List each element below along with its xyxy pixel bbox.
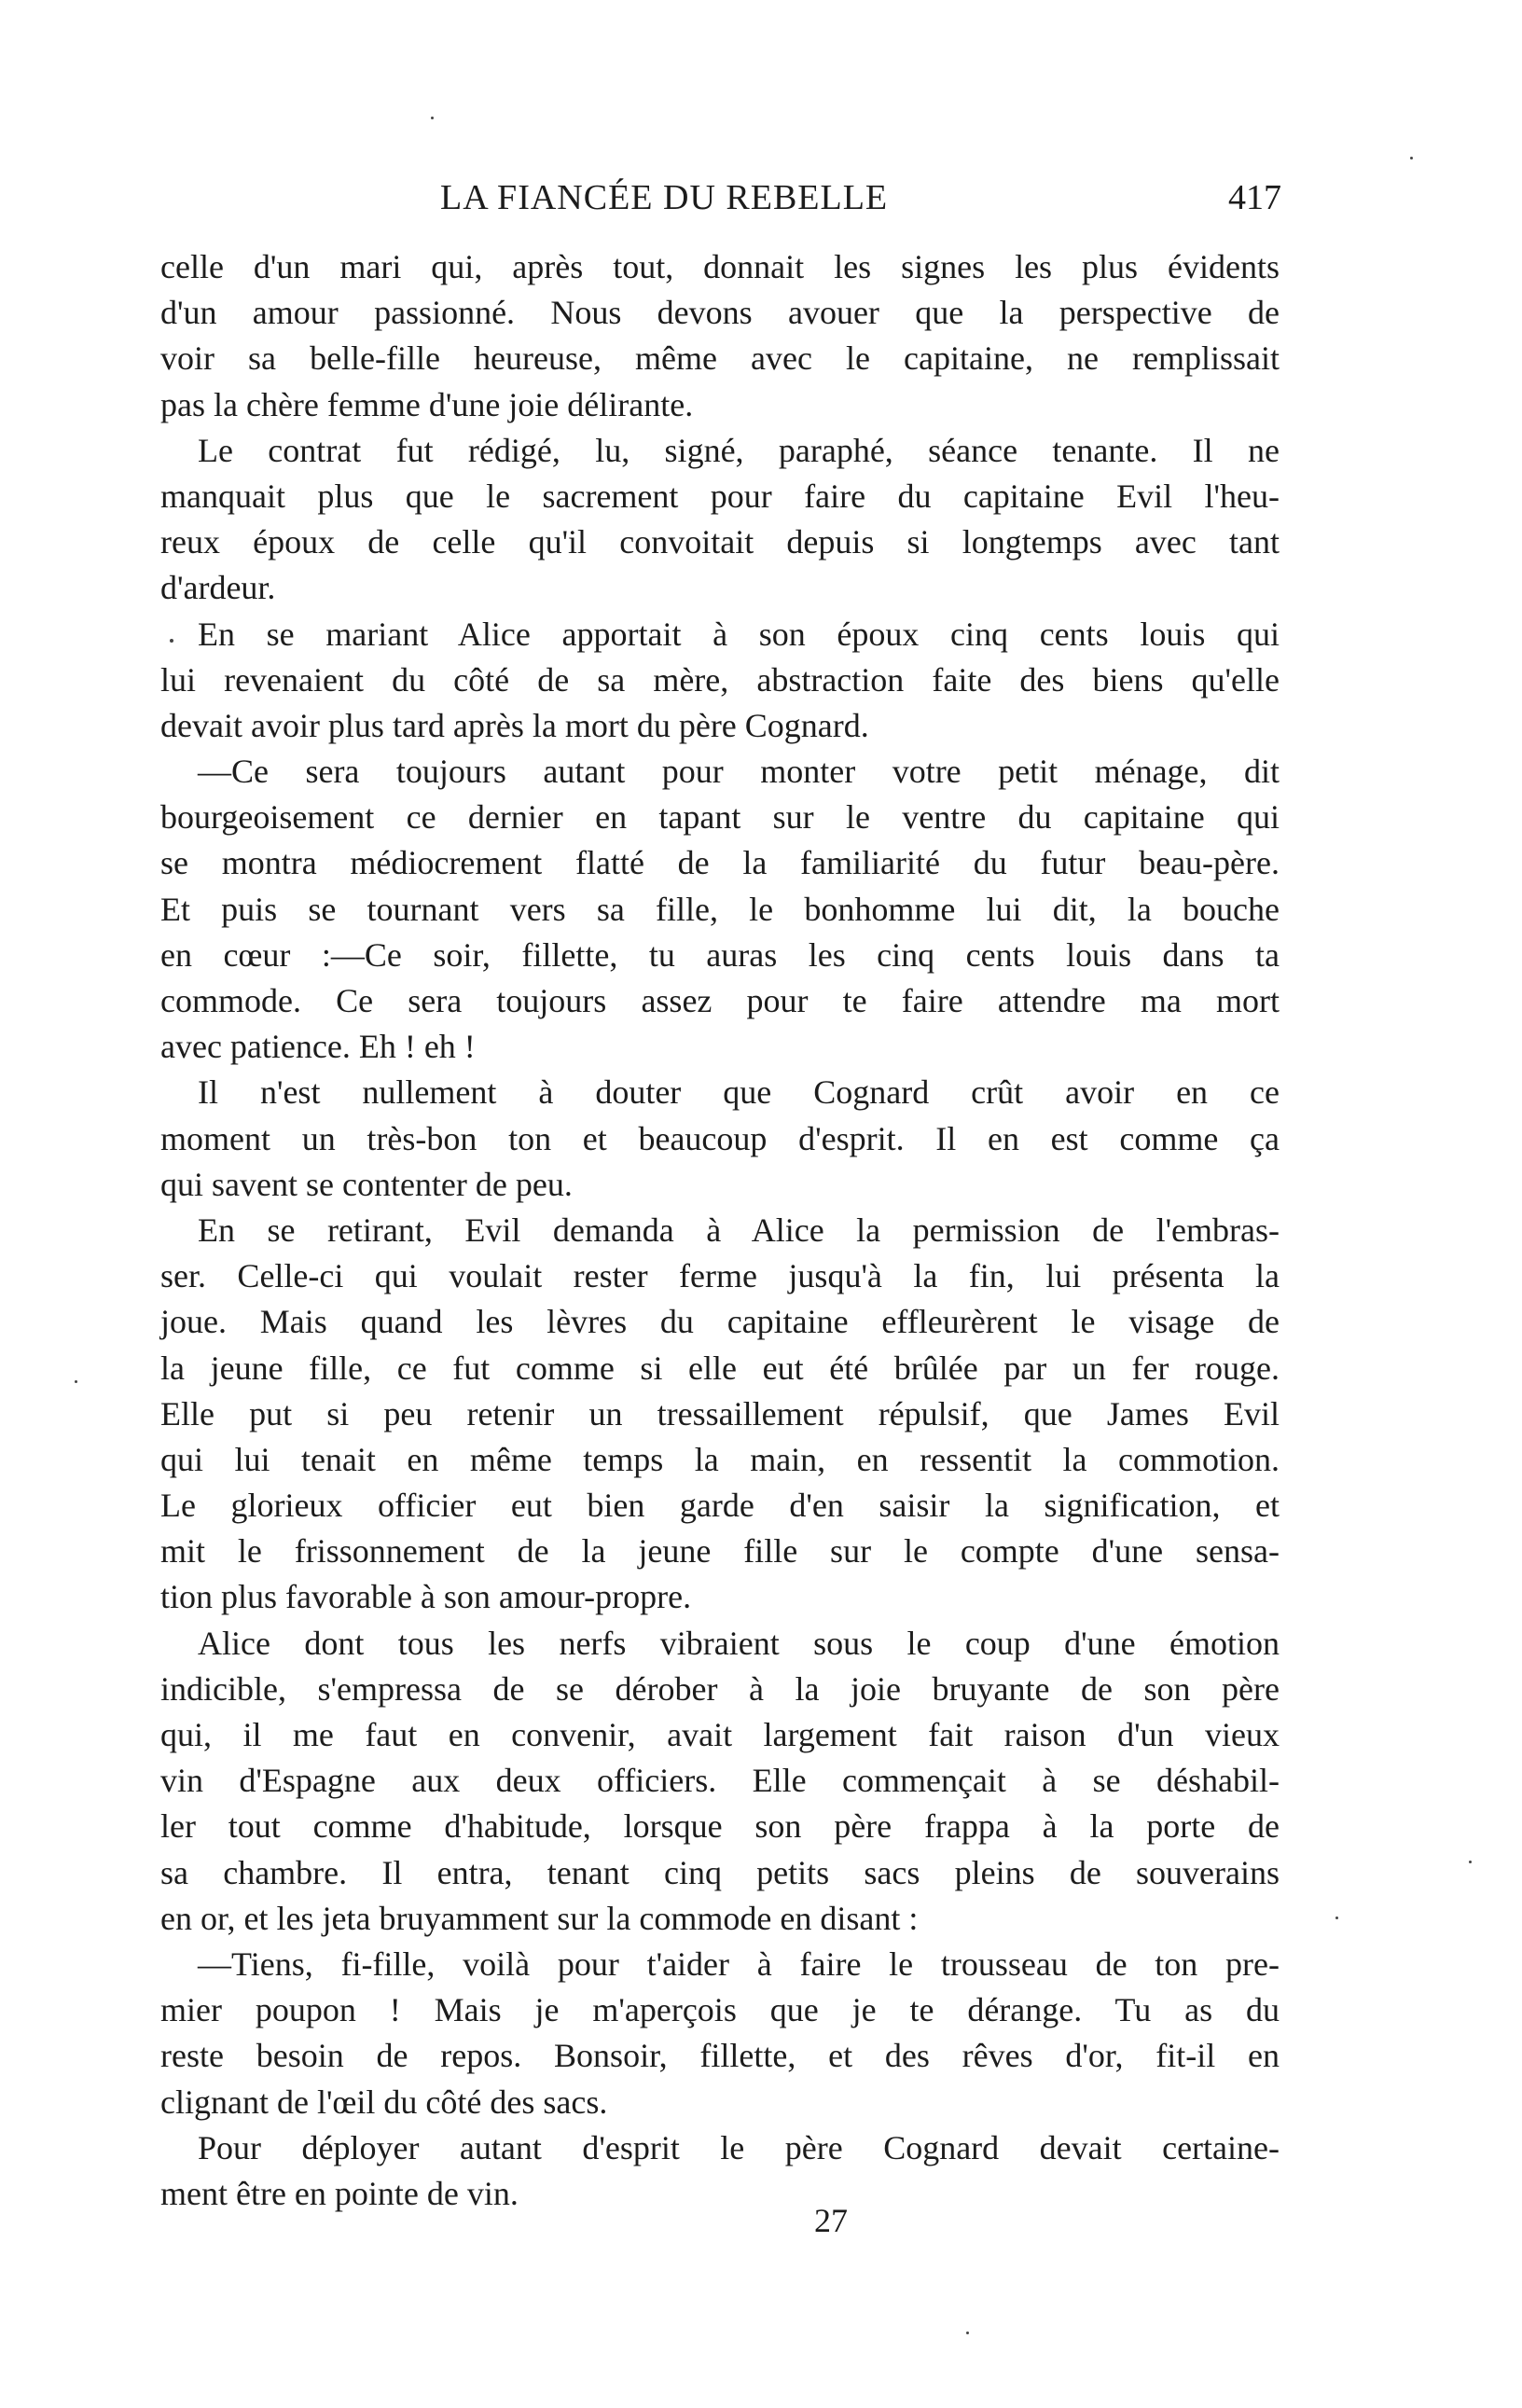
text-line: Alice dont tous les nerfs vibraient sous le coup d'une émotion — [198, 1624, 1280, 1662]
text-line: Et puis se tournant vers sa fille, le bonhomme lui dit, la bouche — [160, 890, 1280, 928]
text-line: la jeune fille, ce fut comme si elle eut été brûlée par un fer rouge. — [160, 1349, 1280, 1387]
text-line: qui savent se contenter de peu. — [160, 1165, 573, 1203]
text-line: mit le frissonnement de la jeune fille sur le compte d'une sensa- — [160, 1532, 1280, 1571]
print-speck — [431, 117, 434, 119]
print-speck — [966, 2332, 969, 2334]
print-speck — [1469, 1861, 1472, 1863]
print-speck — [75, 1380, 77, 1383]
text-line: qui, il me faut en convenir, avait largement fait raison d'un vieux — [160, 1716, 1280, 1753]
text-line: En se retirant, Evil demanda à Alice la permission de l'embras- — [198, 1211, 1280, 1249]
text-line: vin d'Espagne aux deux officiers. Elle commençait à se déshabil- — [160, 1762, 1280, 1800]
text-line: voir sa belle-fille heureuse, même avec le capitaine, ne remplissait — [160, 339, 1280, 378]
running-head — [160, 177, 1280, 233]
print-speck — [1410, 157, 1413, 159]
text-line: ser. Celle-ci qui voulait rester ferme jusqu'à la fin, lui présenta la — [160, 1257, 1280, 1295]
text-line: ler tout comme d'habitude, lorsque son père frappa à la porte de — [160, 1807, 1280, 1846]
running-title: LA FIANCÉE DU REBELLE — [440, 178, 889, 217]
text-line: ment être en pointe de vin. — [160, 2174, 519, 2212]
text-line: se montra médiocrement flatté de la familiarité du futur beau-père. — [160, 844, 1280, 882]
signature-mark: 27 — [814, 2202, 848, 2239]
text-line: celle d'un mari qui, après tout, donnait les signes les plus évidents — [160, 248, 1280, 285]
text-line: Elle put si peu retenir un tressaillement répulsif, que James Evil — [160, 1394, 1280, 1432]
text-line: manquait plus que le sacrement pour faire du capitaine Evil l'heu- — [160, 477, 1280, 515]
text-line: commode. Ce sera toujours assez pour te faire attendre ma mort — [160, 982, 1280, 1019]
text-line: en or, et les jeta bruyamment sur la commode en disant : — [160, 1899, 919, 1937]
text-line: Il n'est nullement à douter que Cognard crût avoir en ce — [198, 1073, 1280, 1112]
text-line: moment un très-bon ton et beaucoup d'esprit. Il en est comme ça — [160, 1119, 1280, 1157]
text-line: tion plus favorable à son amour-propre. — [160, 1578, 692, 1616]
body-text — [160, 244, 1280, 2217]
text-line: reux époux de celle qu'il convoitait depuis si longtemps avec tant — [160, 523, 1280, 561]
text-line: Pour déployer autant d'esprit le père Cognard devait certaine- — [198, 2128, 1280, 2166]
text-line: joue. Mais quand les lèvres du capitaine effleurèrent le visage de — [160, 1303, 1280, 1341]
text-line: bourgeoisement ce dernier en tapant sur le ventre du capitaine qui — [160, 798, 1280, 837]
print-speck — [1335, 1917, 1338, 1919]
text-line: indicible, s'empressa de se dérober à la joie bruyante de son père — [160, 1669, 1280, 1708]
text-line: devait avoir plus tard après la mort du père Cognard. — [160, 706, 869, 744]
text-line: —Tiens, fi-fille, voilà pour t'aider à faire le trousseau de ton pre- — [198, 1944, 1280, 1983]
text-line: clignant de l'œil du côté des sacs. — [160, 2083, 608, 2121]
text-line: lui revenaient du côté de sa mère, abstraction faite des biens qu'elle — [160, 660, 1280, 699]
print-speck — [170, 639, 173, 643]
text-line: Le glorieux officier eut bien garde d'en saisir la signification, et — [160, 1487, 1280, 1525]
text-line: d'un amour passionné. Nous devons avouer que la perspective de — [160, 294, 1280, 332]
text-line: avec patience. Eh ! eh ! — [160, 1028, 476, 1066]
text-line: d'ardeur. — [160, 569, 276, 607]
text-line: Le contrat fut rédigé, lu, signé, paraphé, séance tenante. Il ne — [198, 431, 1280, 469]
text-line: En se mariant Alice apportait à son époux cinq cents louis qui — [198, 615, 1280, 653]
page-number: 417 — [1228, 178, 1281, 217]
text-line: pas la chère femme d'une joie délirante. — [160, 385, 694, 423]
text-line: reste besoin de repos. Bonsoir, fillette, et des rêves d'or, fit-il en — [160, 2037, 1280, 2075]
text-line: mier poupon ! Mais je m'aperçois que je te dérange. Tu as du — [160, 1991, 1280, 2029]
text-line: qui lui tenait en même temps la main, en ressentit la commotion. — [160, 1440, 1280, 1478]
text-line: —Ce sera toujours autant pour monter votre petit ménage, dit — [198, 753, 1280, 791]
text-line: sa chambre. Il entra, tenant cinq petits sacs pleins de souverains — [160, 1853, 1280, 1891]
text-line: en cœur :—Ce soir, fillette, tu auras les cinq cents louis dans ta — [160, 935, 1280, 974]
